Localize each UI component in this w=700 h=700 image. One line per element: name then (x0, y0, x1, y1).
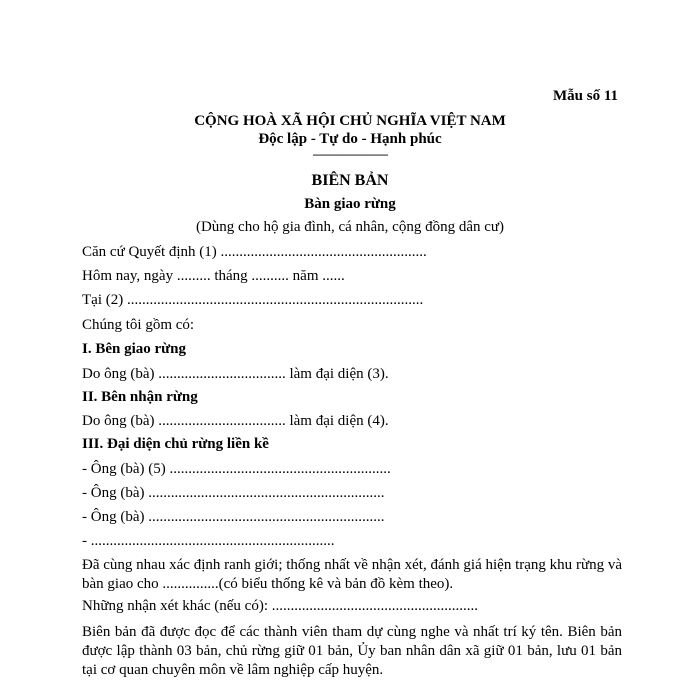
attendees-intro: Chúng tôi gồm có: (82, 317, 195, 333)
neighbor-owner-line-1: - Ông (bà) (5) ........................................................... (82, 461, 391, 477)
header-rule: ------------------------- (312, 147, 388, 161)
decision-basis-line: Căn cứ Quyết định (1) ....................................................... (82, 244, 427, 260)
neighbor-owner-line-4: - ................................................................. (82, 533, 335, 549)
closing-paragraph: Biên bản đã được đọc để các thành viên tham dự cùng nghe và nhất trí ký tên. Biên bản được lập thành 03 bản, chủ rừng giữ 01 bản, Ủy ban nhân dân xã giữ 01 bản, lưu 01 bản tại cơ quan chuyên môn về lâm nghiệp cấp huyện. (82, 624, 622, 678)
national-title: CỘNG HOÀ XÃ HỘI CHỦ NGHĨA VIỆT NAM (194, 113, 506, 129)
section-2-heading: II. Bên nhận rừng (82, 389, 198, 405)
section-1-heading: I. Bên giao rừng (82, 341, 187, 357)
neighbor-owner-line-3: - Ông (bà) ............................................................... (82, 509, 385, 525)
national-motto: Độc lập - Tự do - Hạnh phúc (258, 131, 442, 147)
other-comments-line: Những nhận xét khác (nếu có): ....................................................... (82, 598, 478, 614)
section-1-representative: Do ông (bà) .................................. làm đại diện (3). (82, 366, 389, 382)
document-title: BIÊN BẢN (311, 172, 389, 189)
agreement-paragraph: Đã cùng nhau xác định ranh giới; thống nhất về nhận xét, đánh giá hiện trạng khu rừng và bàn giao cho ...............(có biểu thống kê và bản đồ kèm theo). (82, 557, 622, 592)
document-subtitle: Bàn giao rừng (304, 196, 396, 212)
date-line: Hôm nay, ngày ......... tháng .......... năm ...... (82, 268, 345, 284)
section-2-representative: Do ông (bà) .................................. làm đại diện (4). (82, 413, 389, 429)
section-3-heading: III. Đại diện chủ rừng liền kề (82, 436, 269, 452)
document-scope-note: (Dùng cho hộ gia đình, cá nhân, cộng đồng dân cư) (195, 219, 505, 235)
location-line: Tại (2) ............................................................................... (82, 292, 424, 308)
neighbor-owner-line-2: - Ông (bà) ............................................................... (82, 485, 385, 501)
form-number: Mẫu số 11 (552, 88, 618, 104)
